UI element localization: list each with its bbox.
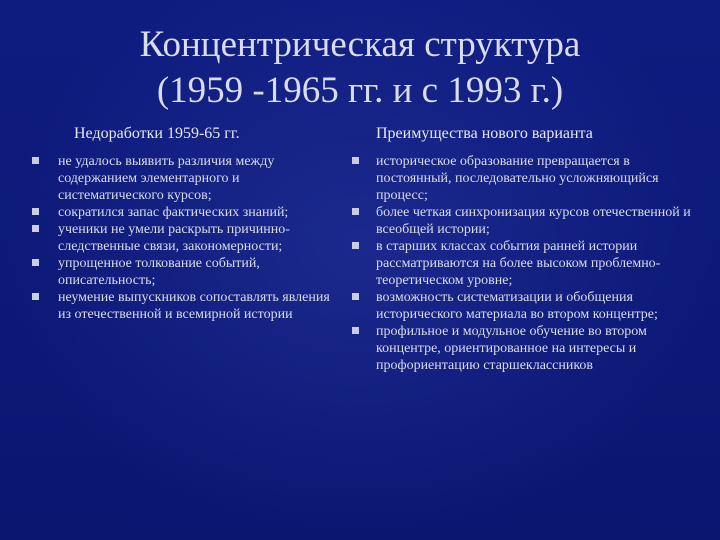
list-item-text: ученики не умели раскрыть причинно-следственные связи, закономерности; (58, 222, 290, 254)
list-item (30, 204, 330, 221)
list-item (30, 221, 330, 255)
list-item (350, 323, 700, 374)
list-item (30, 153, 330, 204)
list-item (30, 255, 330, 289)
right-column (350, 124, 700, 374)
square-bullet-icon (352, 208, 359, 215)
list-item-text: профильное и модульное обучение во втором концентре, ориентированное на интересы и профориентацию старшеклассников (376, 324, 647, 373)
square-bullet-icon (352, 327, 359, 334)
square-bullet-icon (32, 225, 39, 232)
right-column-heading: Преимущества нового варианта (376, 125, 593, 142)
list-item-text: неумение выпускников сопоставлять явления из отечественной и всемирной истории (58, 290, 330, 322)
list-item-text: историческое образование превращается в постоянный, последовательно усложняющийся процесс; (376, 154, 659, 203)
list-item-text: более четкая синхронизация курсов отечественной и всеобщей истории; (376, 205, 691, 237)
square-bullet-icon (352, 242, 359, 249)
list-item (350, 289, 700, 323)
list-item-text: не удалось выявить различия между содержанием элементарного и систематического курсов; (58, 154, 275, 203)
right-list (350, 153, 700, 374)
list-item (30, 289, 330, 323)
title-line-1: Концентрическая структура (139, 24, 581, 65)
square-bullet-icon (352, 293, 359, 300)
title-line-2: (1959 -1965 гг. и с 1993 г.) (156, 70, 564, 111)
list-item-text: в старших классах события ранней истории рассматриваются на более высоком проблемно-теоретическом уровне; (376, 239, 661, 288)
square-bullet-icon (32, 208, 39, 215)
square-bullet-icon (32, 259, 39, 266)
list-item (350, 204, 700, 238)
list-item-text: сократился запас фактических знаний; (58, 205, 289, 220)
list-item-text: возможность систематизации и обобщения исторического материала во втором концентре; (376, 290, 658, 322)
square-bullet-icon (32, 293, 39, 300)
left-column-heading: Недоработки 1959-65 гг. (74, 125, 240, 142)
square-bullet-icon (352, 157, 359, 164)
square-bullet-icon (32, 157, 39, 164)
left-column (30, 124, 330, 323)
list-item (350, 153, 700, 204)
list-item-text: упрощенное толкование событий, описательность; (58, 256, 260, 288)
slide-title (0, 22, 720, 114)
list-item (350, 238, 700, 289)
left-list (30, 153, 330, 323)
